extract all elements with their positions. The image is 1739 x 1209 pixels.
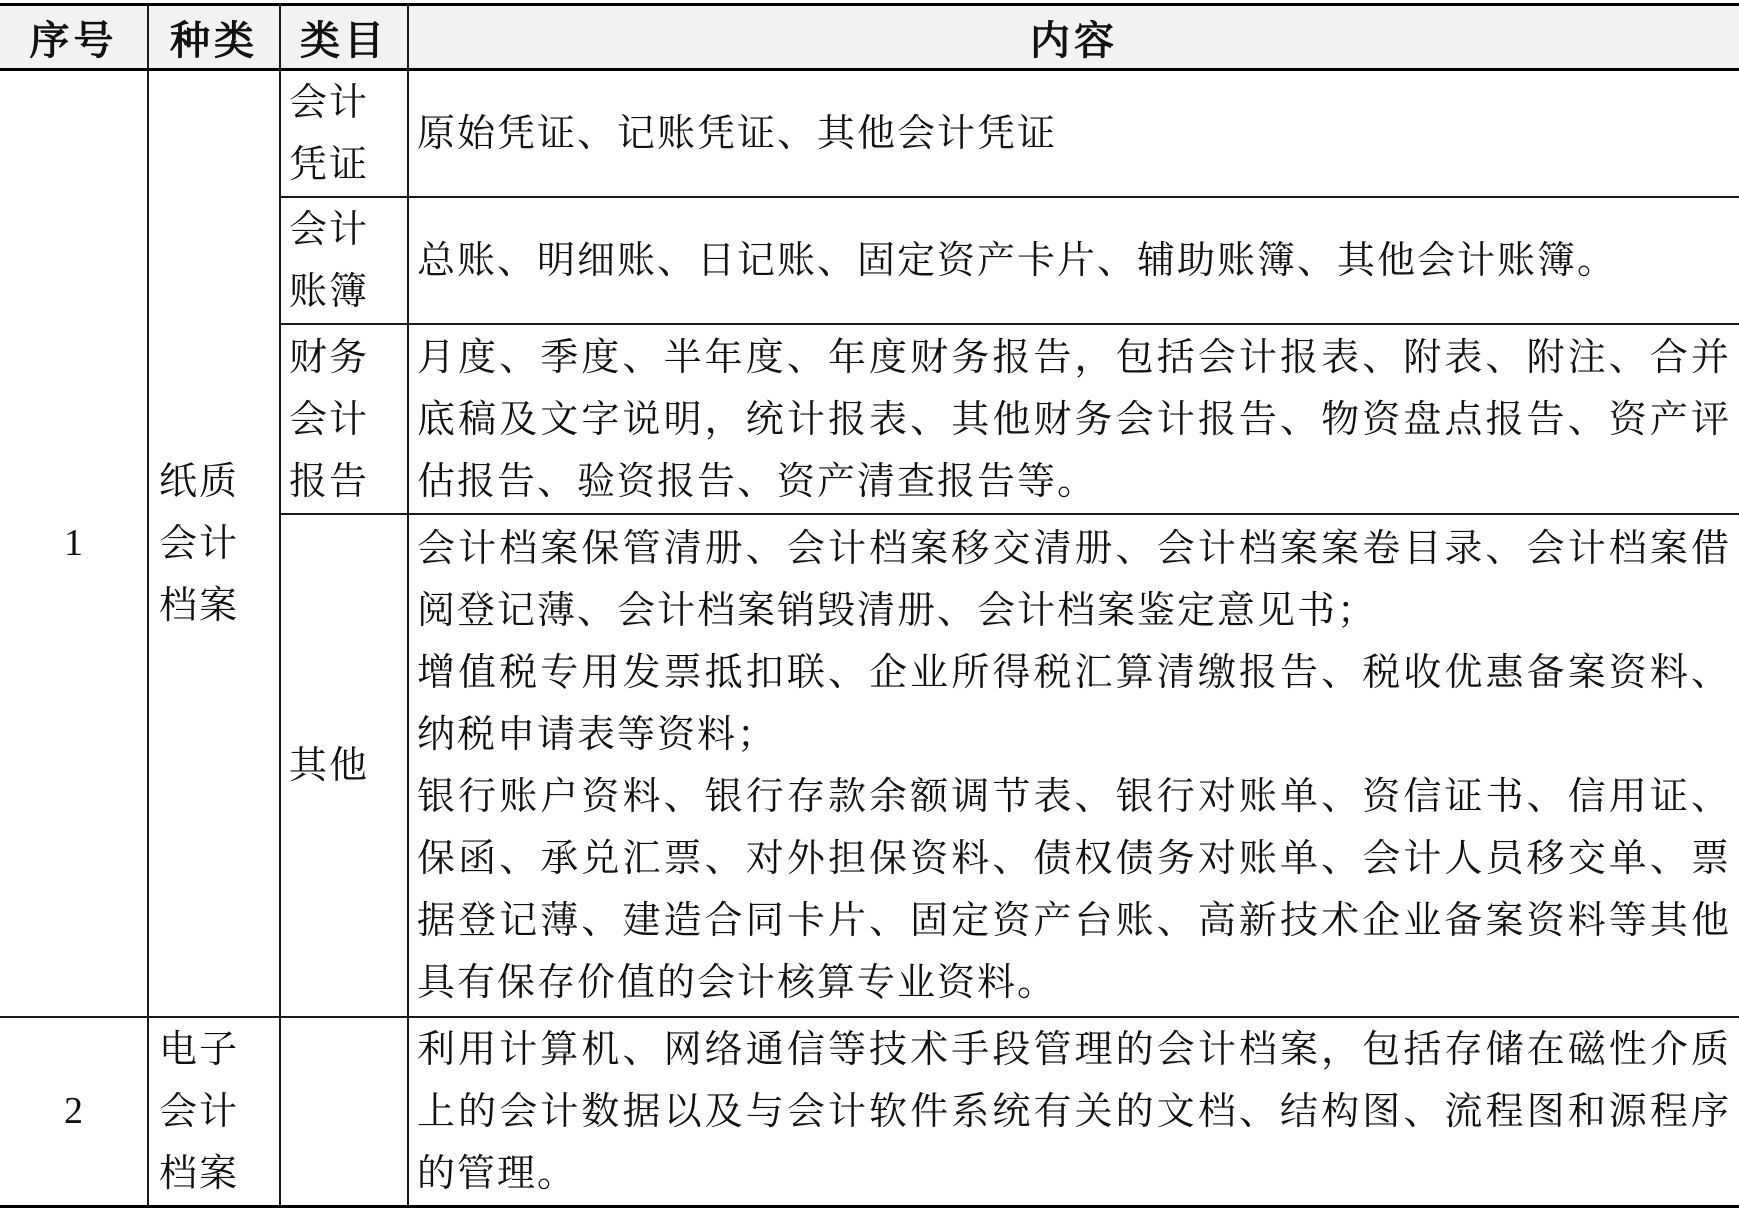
row-kind: 纸质会计档案 bbox=[148, 70, 280, 1017]
header-number: 序号 bbox=[0, 5, 148, 70]
row-category: 会计凭证 bbox=[280, 70, 408, 197]
row-category: 会计账簿 bbox=[280, 197, 408, 324]
content-paragraph: 原始凭证、记账凭证、其他会计凭证 bbox=[417, 111, 1058, 156]
row-content bbox=[408, 514, 1739, 1017]
row-content bbox=[408, 324, 1739, 514]
row-number: 1 bbox=[0, 70, 148, 1017]
row-number: 2 bbox=[0, 1017, 148, 1207]
table-row bbox=[0, 70, 1739, 197]
row-content bbox=[408, 1017, 1739, 1207]
row-category: 其他 bbox=[280, 514, 408, 1017]
accounting-archive-table bbox=[0, 3, 1739, 1208]
row-content bbox=[408, 197, 1739, 324]
table-header-row bbox=[0, 5, 1739, 70]
table-row bbox=[0, 1017, 1739, 1207]
row-kind: 电子会计档案 bbox=[148, 1017, 280, 1207]
header-content: 内容 bbox=[408, 5, 1739, 70]
row-content bbox=[408, 70, 1739, 197]
content-paragraph: 利用计算机、网络通信等技术手段管理的会计档案，包括存储在磁性介质上的会计数据以及与会计软件系统有关的文档、结构图、流程图和源程序的管理。 bbox=[417, 1027, 1731, 1196]
row-category bbox=[280, 1017, 408, 1207]
content-paragraph: 增值税专用发票抵扣联、企业所得税汇算清缴报告、税收优惠备案资料、纳税申请表等资料； bbox=[417, 650, 1731, 756]
header-kind: 种类 bbox=[148, 5, 280, 70]
header-category: 类目 bbox=[280, 5, 408, 70]
content-paragraph: 会计档案保管清册、会计档案移交清册、会计档案案卷目录、会计档案借阅登记薄、会计档案销毁清册、会计档案鉴定意见书； bbox=[417, 526, 1731, 632]
row-category: 财务会计报告 bbox=[280, 324, 408, 514]
content-paragraph: 月度、季度、半年度、年度财务报告，包括会计报表、附表、附注、合并底稿及文字说明，统计报表、其他财务会计报告、物资盘点报告、资产评估报告、验资报告、资产清查报告等。 bbox=[417, 334, 1731, 503]
content-paragraph: 银行账户资料、银行存款余额调节表、银行对账单、资信证书、信用证、保函、承兑汇票、对外担保资料、债权债务对账单、会计人员移交单、票据登记薄、建造合同卡片、固定资产台账、高新技术企业备案资料等其他具有保存价值的会计核算专业资料。 bbox=[417, 774, 1731, 1004]
content-paragraph: 总账、明细账、日记账、固定资产卡片、辅助账簿、其他会计账簿。 bbox=[417, 238, 1618, 282]
